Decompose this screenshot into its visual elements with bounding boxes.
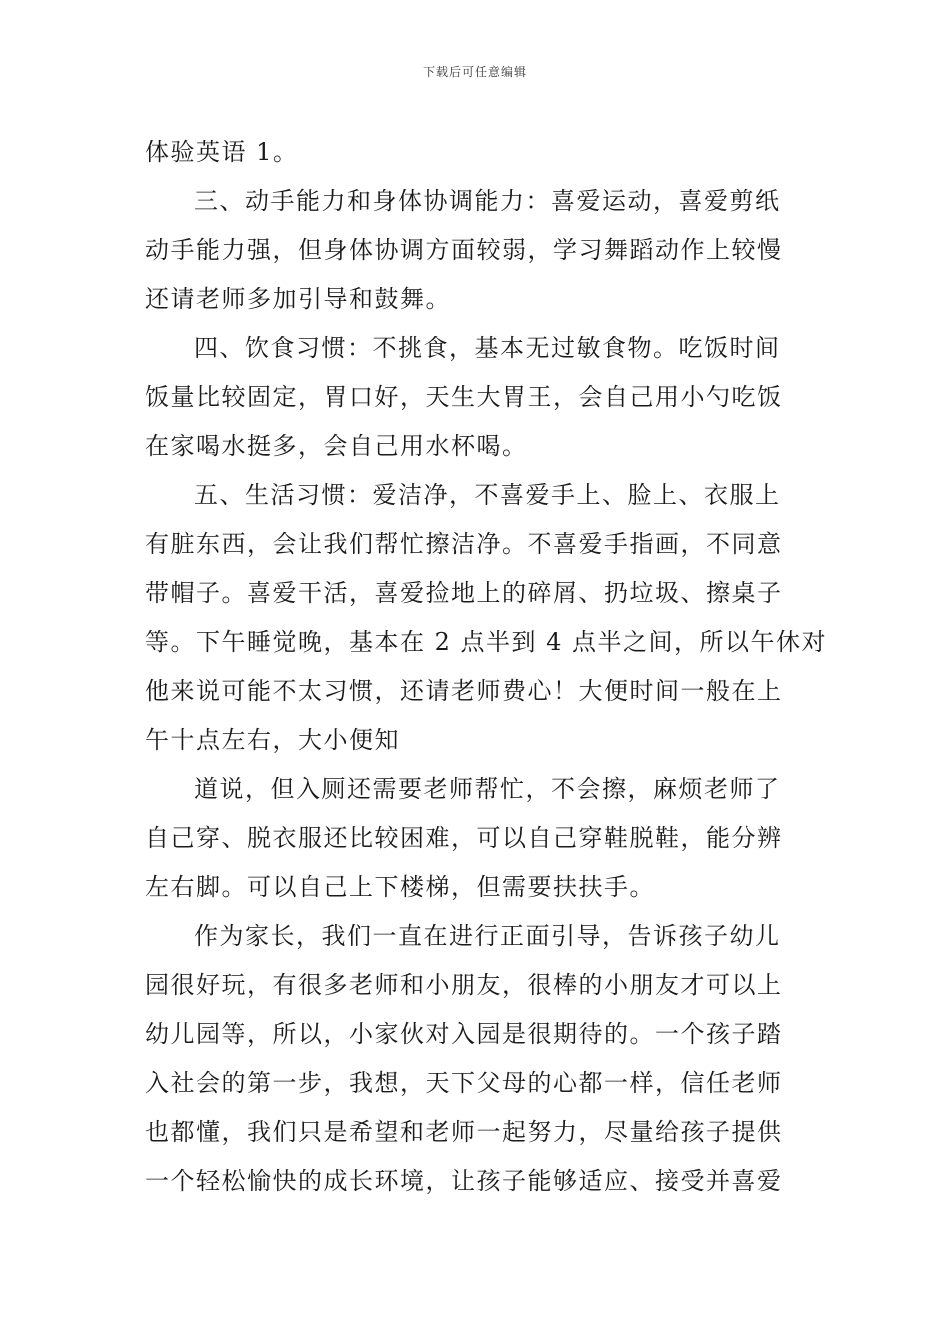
text-line: 饭量比较固定，胃口好，天生大胃王，会自己用小勺吃饭 — [145, 383, 783, 411]
text-line: 四、饮食习惯：不挑食，基本无过敏食物。吃饭时间 — [194, 334, 781, 362]
text-line: 五、生活习惯：爱洁净，不喜爱手上、脸上、衣服上 — [194, 481, 781, 509]
text-line: 等。下午睡觉晚，基本在 2 点半到 4 点半之间，所以午休对 — [145, 628, 828, 656]
text-line: 也都懂，我们只是希望和老师一起努力，尽量给孩子提供 — [145, 1118, 783, 1146]
document-body — [145, 128, 828, 1206]
text-line: 在家喝水挺多，会自己用水杯喝。 — [145, 432, 528, 460]
text-line: 道说，但入厕还需要老师帮忙，不会擦，麻烦老师了 — [194, 775, 781, 803]
text-line: 午十点左右，大小便知 — [145, 726, 400, 754]
page-header: 下载后可任意编辑 — [422, 65, 527, 79]
text-line: 还请老师多加引导和鼓舞。 — [145, 285, 451, 313]
text-line: 自己穿、脱衣服还比较困难，可以自己穿鞋脱鞋，能分辨 — [145, 824, 783, 852]
text-line: 他来说可能不太习惯，还请老师费心！大便时间一般在上 — [145, 677, 783, 705]
text-line: 入社会的第一步，我想，天下父母的心都一样，信任老师 — [145, 1069, 783, 1097]
text-line: 左右脚。可以自己上下楼梯，但需要扶扶手。 — [145, 873, 655, 901]
text-line: 体验英语 1。 — [145, 138, 299, 166]
text-line: 三、动手能力和身体协调能力：喜爱运动，喜爱剪纸 — [194, 187, 781, 215]
text-line: 园很好玩，有很多老师和小朋友，很棒的小朋友才可以上 — [145, 971, 783, 999]
text-line: 幼儿园等，所以，小家伙对入园是很期待的。一个孩子踏 — [145, 1020, 783, 1048]
text-line: 一个轻松愉快的成长环境，让孩子能够适应、接受并喜爱 — [145, 1167, 783, 1195]
text-line: 动手能力强，但身体协调方面较弱，学习舞蹈动作上较慢 — [145, 236, 783, 264]
text-line: 带帽子。喜爱干活，喜爱捡地上的碎屑、扔垃圾、擦桌子 — [145, 579, 783, 607]
text-line: 有脏东西，会让我们帮忙擦洁净。不喜爱手指画，不同意 — [145, 530, 783, 558]
text-line: 作为家长，我们一直在进行正面引导，告诉孩子幼儿 — [194, 922, 781, 950]
